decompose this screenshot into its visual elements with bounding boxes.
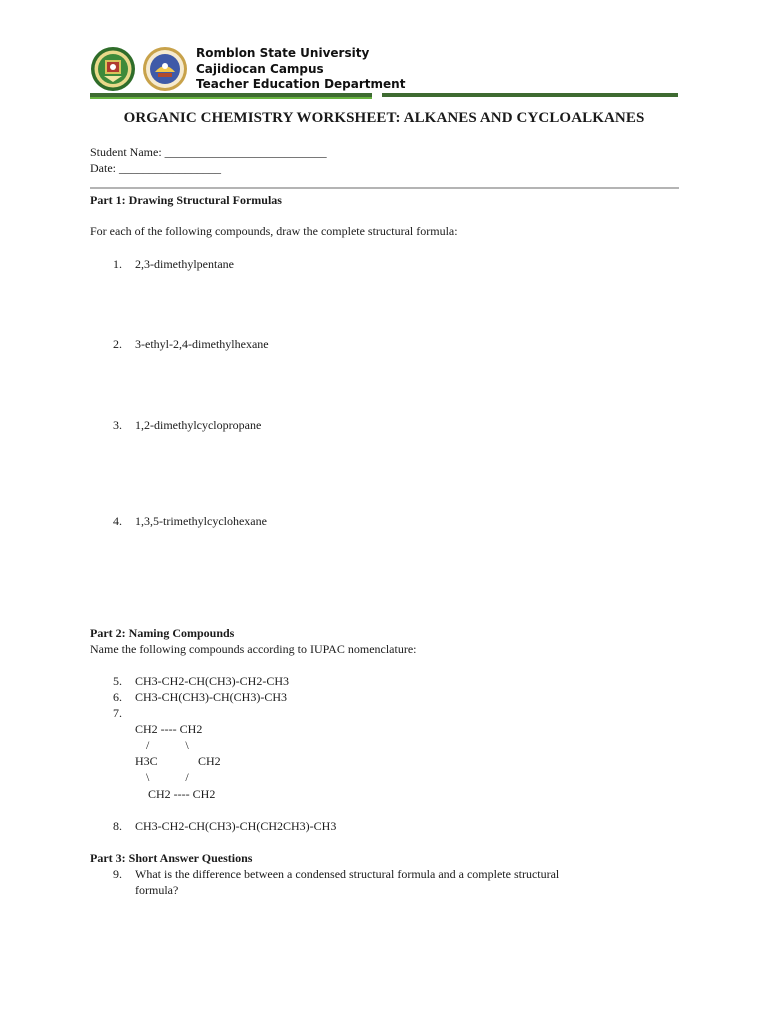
list-item: 2,3-dimethylpentane — [135, 257, 234, 271]
item-number: 5. — [113, 674, 122, 688]
list-item: CH3-CH2-CH(CH3)-CH(CH2CH3)-CH3 — [135, 819, 337, 833]
institution-header — [196, 46, 405, 93]
item-number: 3. — [113, 418, 122, 432]
part2-instruction: Name the following compounds according to IUPAC nomenclature: — [90, 642, 417, 656]
list-item: CH3-CH2-CH(CH3)-CH2-CH3 — [135, 674, 289, 688]
item-number: 7. — [113, 706, 122, 720]
item-number: 9. — [113, 867, 122, 881]
question-text: formula? — [135, 883, 179, 897]
list-item: 1,2-dimethylcyclopropane — [135, 418, 262, 432]
header-bar-gap — [372, 93, 382, 97]
university-seal-icon — [90, 46, 136, 92]
part3-heading: Part 3: Short Answer Questions — [90, 851, 253, 865]
item-number: 1. — [113, 257, 122, 271]
part2-heading: Part 2: Naming Compounds — [90, 626, 235, 640]
part1-heading: Part 1: Drawing Structural Formulas — [90, 193, 282, 207]
list-item: CH3-CH(CH3)-CH(CH3)-CH3 — [135, 690, 287, 704]
question-text: What is the difference between a condensed structural formula and a complete structural — [135, 867, 560, 881]
department-seal-icon — [142, 46, 188, 92]
item-number: 6. — [113, 690, 122, 704]
ring-line: CH2 ---- CH2 — [148, 787, 216, 801]
page-title: ORGANIC CHEMISTRY WORKSHEET: ALKANES AND CYCLOALKANES — [123, 110, 645, 126]
campus-name: Cajidiocan Campus — [196, 61, 324, 76]
ring-line: CH2 — [198, 754, 221, 768]
date-field: Date: _________________ — [90, 161, 221, 175]
student-name-field: Student Name: ___________________________ — [90, 145, 327, 159]
list-item: 1,3,5-trimethylcyclohexane — [135, 514, 267, 528]
department-name: Teacher Education Department — [196, 77, 406, 91]
university-name: Romblon State University — [196, 46, 370, 60]
item-number: 8. — [113, 819, 122, 833]
ring-line: \ / — [146, 770, 189, 784]
item-number: 2. — [113, 337, 122, 351]
part1-instruction: For each of the following compounds, draw the complete structural formula: — [90, 224, 458, 238]
ring-line: H3C — [135, 754, 158, 768]
ring-line: / \ — [146, 738, 189, 752]
header-accent-bar — [90, 97, 372, 99]
ring-line: CH2 ---- CH2 — [135, 722, 203, 736]
divider — [90, 187, 679, 189]
list-item: 3-ethyl-2,4-dimethylhexane — [135, 337, 269, 351]
item-number: 4. — [113, 514, 122, 528]
